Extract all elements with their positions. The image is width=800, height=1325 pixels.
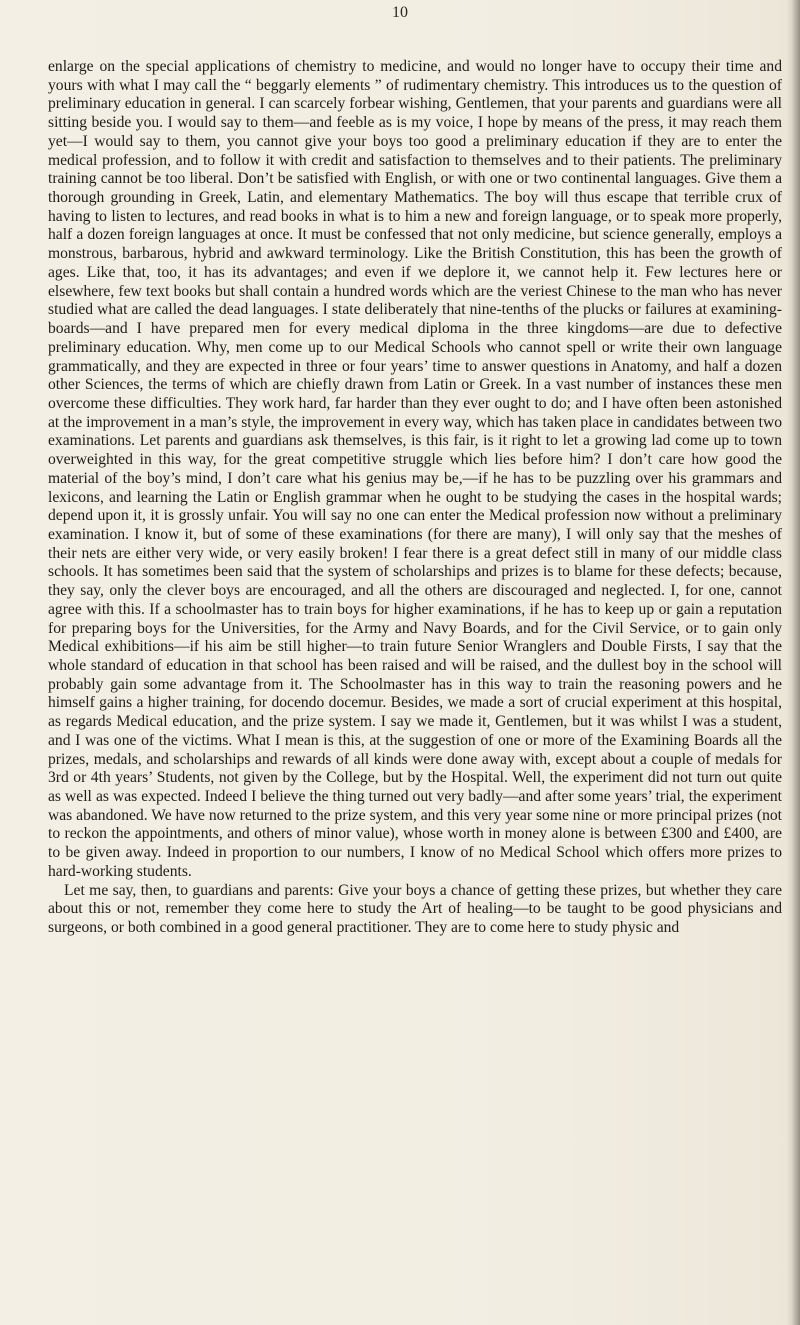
body-text xyxy=(48,58,782,938)
paragraph-1: enlarge on the special applications of chemistry to medicine, and would no longer have to occupy their time and yours with what I may call the “ beggarly elements ” of rudimentary chemistry. This introduces us to the question of preliminary education in general. I can scarcely forbear wishing, Gentlemen, that your parents and guardians were all sitting beside you. I would say to them—and feeble as is my voice, I hope by means of the press, it may reach them yet—I would say to them, you cannot give your boys too good a preliminary education if they are to enter the medical profession, and to follow it with credit and satisfaction to themselves and to their patients. The preliminary training cannot be too liberal. Don’t be satisfied with English, or with one or two continental languages. Give them a thorough grounding in Greek, Latin, and elementary Mathematics. The boy will thus escape that terrible crux of having to listen to lectures, and read books in what is to him a new and foreign language, or to speak more properly, half a dozen foreign languages at once. It must be confessed that not only medicine, but science generally, employs a monstrous, barbarous, hybrid and awkward terminology. Like the British Constitution, this has been the growth of ages. Like that, too, it has its advantages; and even if we deplore it, we cannot help it. Few lectures here or elsewhere, few text books but shall contain a hundred words which are the veriest Chinese to the man who has never studied what are called the dead languages. I state deliberately that nine-tenths of the plucks or failures at examining-boards—and I have prepared men for every medical diploma in the three kingdoms—are due to defective preliminary education. Why, men come up to our Medical Schools who cannot spell or write their own language grammatically, and they are expected in three or four years’ time to answer questions in Anatomy, and half a dozen other Sciences, the terms of which are chiefly drawn from Latin or Greek. In a vast number of instances these men overcome these difficulties. They work hard, far harder than they ever ought to do; and I have often been astonished at the improvement in a man’s style, the improvement in every way, which has taken place in candidates between two examinations. Let parents and guardians ask themselves, is this fair, is it right to let a growing lad come up to town overweighted in this way, for the great competitive struggle which lies before him? I don’t care how good the material of the boy’s mind, I don’t care what his genius may be,—if he has to be puzzling over his grammars and lexicons, and learning the Latin or English grammar when he ought to be studying the cases in the hospital wards; depend upon it, it is grossly unfair. You will say no one can enter the Medical profession now without a preliminary examination. I know it, but of some of these examinations (for there are many), I will only say that the meshes of their nets are either very wide, or very easily broken! I fear there is a great defect still in many of our middle class schools. It has sometimes been said that the system of scholarships and prizes is to blame for these defects; because, they say, only the clever boys are encouraged, and all the others are discouraged and neglected. I, for one, cannot agree with this. If a schoolmaster has to train boys for higher examinations, if he has to keep up or gain a reputation for preparing boys for the Universities, for the Army and Navy Boards, and for the Civil Service, or to gain only Medical exhibitions—if his aim be still higher—to train future Senior Wranglers and Double Firsts, I say that the whole standard of education in that school has been raised and will be raised, and the dullest boy in the school will probably gain some advantage from it. The Schoolmaster has in this way to train the reasoning powers and he himself gains a higher training, for docendo docemur. Besides, we made a sort of crucial experiment at this hospital, as regards Medical education, and the prize system. I say we made it, Gentlemen, but it was whilst I was a student, and I was one of the victims. What I mean is this, at the suggestion of one or more of the Examining Boards all the prizes, medals, and scholarships and rewards of all kinds were done away with, except about a couple of medals for 3rd or 4th years’ Students, not given by the College, but by the Hospital. Well, the experiment did not turn out quite as well as was expected. Indeed I believe the thing turned out very badly—and after some years’ trial, the experiment was abandoned. We have now returned to the prize system, and this very year some nine or more principal prizes (not to reckon the appointments, and others of minor value), whose worth in money alone is between £300 and £400, are to be given away. Indeed in proportion to our numbers, I know of no Medical School which offers more prizes to hard-working students. xyxy=(48,58,782,880)
page-edge-shadow xyxy=(786,0,800,1325)
page-number: 10 xyxy=(392,4,408,21)
paragraph-2: Let me say, then, to guardians and parents: Give your boys a chance of getting these prizes, but whether they care about this or not, remember they come here to study the Art of healing—to be taught to be good physicians and surgeons, or both combined in a good general practitioner. They are to come here to study physic and xyxy=(48,881,782,937)
